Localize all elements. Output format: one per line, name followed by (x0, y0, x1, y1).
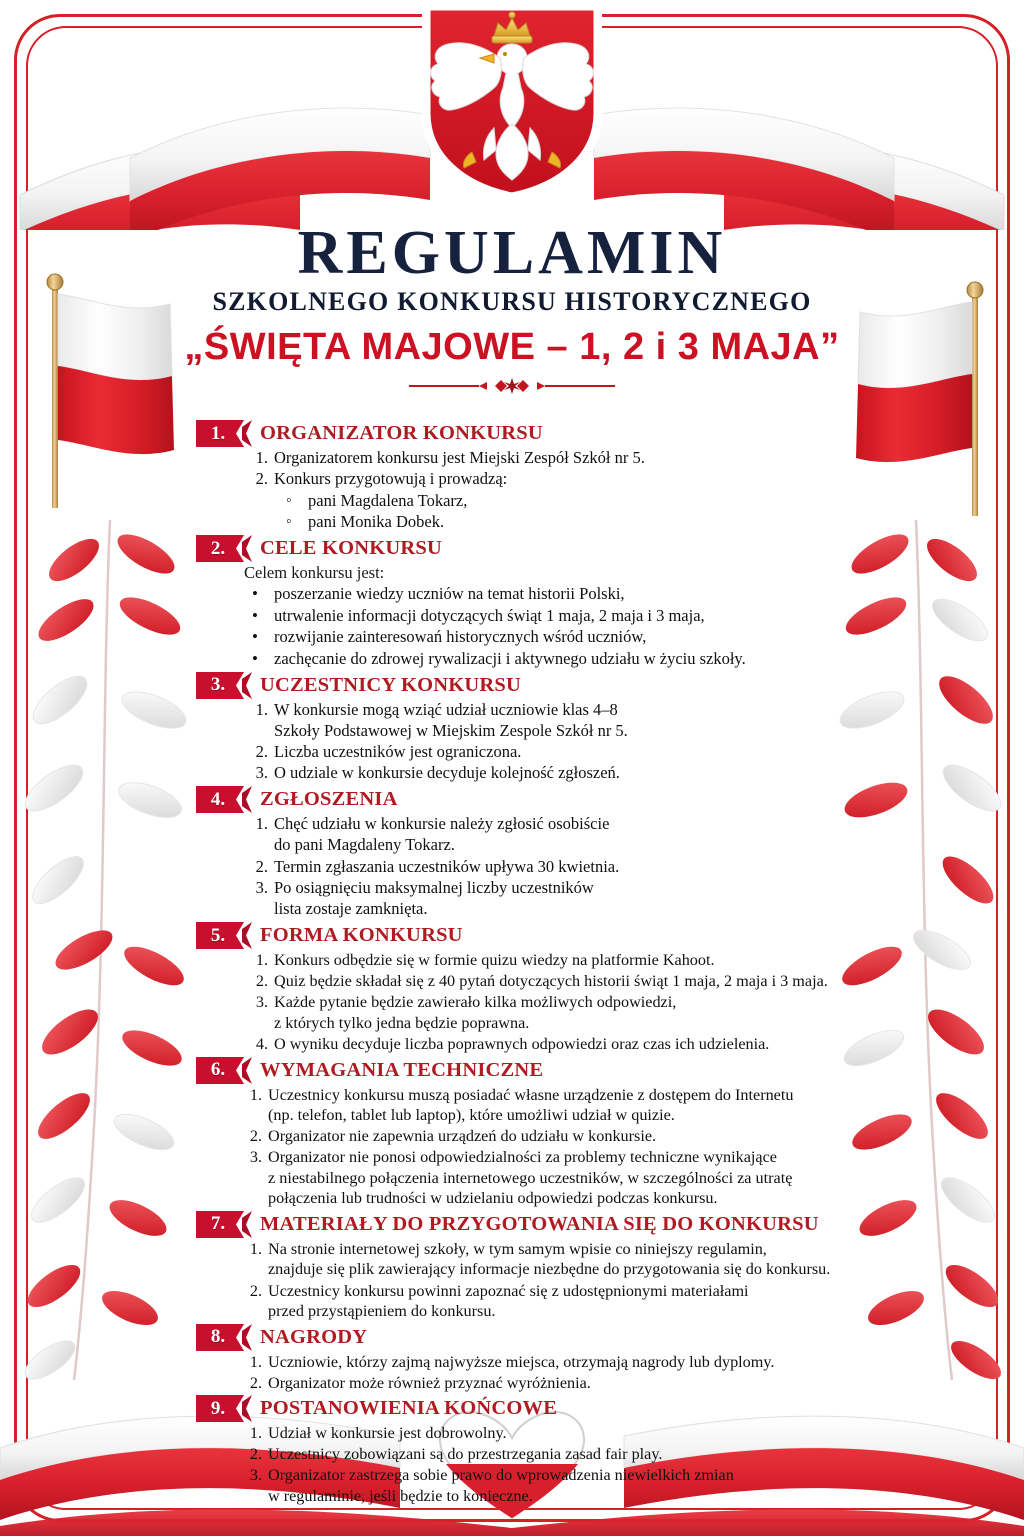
section-6 (196, 1057, 868, 1209)
section-1-number: 1. (210, 422, 226, 444)
section-2-list (248, 584, 868, 669)
section-8-list (242, 1352, 868, 1394)
page-title: REGULAMIN (297, 219, 727, 287)
section-7-title: MATERIAŁY DO PRZYGOTOWANIA SIĘ DO KONKURSU (260, 1212, 819, 1235)
list-item: • rozwijanie zainteresowań historycznych wśród uczniów, (248, 627, 868, 648)
section-9-number: 9. (210, 1397, 226, 1419)
section-6-number: 6. (210, 1059, 226, 1081)
page-theme-title: „ŚWIĘTA MAJOWE – 1, 2 i 3 MAJA” (184, 326, 840, 369)
list-item: 2. Liczba uczestników jest ograniczona. (255, 742, 522, 762)
section-3-header (196, 672, 868, 699)
section-1-sublist (282, 491, 868, 533)
section-7-list (242, 1239, 868, 1322)
list-item: 1. Organizatorem konkursu jest Miejski Zespół Szkół nr 5. (255, 448, 645, 467)
section-5-title: FORMA KONKURSU (260, 924, 463, 947)
section-3-number: 3. (210, 674, 226, 696)
section-2-header (196, 535, 868, 562)
list-item: 2. Termin zgłaszania uczestników upływa 30 kwietnia. (255, 856, 620, 876)
section-2-number: 2. (210, 537, 226, 559)
list-item: 1. Uczniowie, którzy zajmą najwyższe miejsca, otrzymają nagrody lub dyplomy. (249, 1352, 775, 1371)
section-3-list (248, 700, 868, 785)
section-5-header (196, 922, 868, 949)
list-item: ◦ pani Monika Dobek. (282, 512, 868, 533)
section-9-list (242, 1423, 868, 1506)
section-7-header (196, 1211, 868, 1238)
poster-header (0, 219, 1024, 402)
section-7-number: 7. (210, 1213, 226, 1235)
list-item: 4. O wyniku decyduje liczba poprawnych odpowiedzi oraz czas ich udzielenia. (255, 1034, 770, 1053)
laurel-branch-left (14, 520, 214, 1380)
list-item: 3. Organizator nie ponosi odpowiedzialności za problemy techniczne wynikające z niestabilnego połączenia internetowego uczestników, w szczególności za utratę połączenia lub trudności w udzielaniu odpowiedzi podczas konkursu. (249, 1148, 793, 1208)
section-7-badge (196, 1211, 252, 1238)
list-item: 2. Uczestnicy konkursu powinni zapoznać się z udostępnionymi materiałami przed przystąpieniem do konkursu. (249, 1281, 749, 1321)
list-item: 3. Organizator zastrzega sobie prawo do wprowadzenia niewielkich zmian w regulaminie, jeśli będzie to konieczne. (249, 1466, 734, 1505)
list-item: • poszerzanie wiedzy uczniów na temat historii Polski, (248, 584, 868, 605)
list-item: 1. Konkurs odbędzie się w formie quizu wiedzy na platformie Kahoot. (255, 951, 715, 970)
section-2-lead: Celem konkursu jest: (244, 563, 385, 583)
section-1-badge (196, 420, 252, 447)
section-5-list (248, 950, 868, 1054)
list-item: 2. Quiz będzie składał się z 40 pytań dotyczących historii świąt 1 maja, 2 maja i 3 maja. (255, 972, 828, 991)
list-item: 3. Każde pytanie będzie zawierało kilka możliwych odpowiedzi, z których tylko jedna będzie poprawna. (255, 993, 677, 1032)
section-9-header (196, 1395, 868, 1422)
section-1-header (196, 420, 868, 447)
section-1 (196, 420, 868, 533)
section-3-title: UCZESTNICY KONKURSU (260, 673, 522, 696)
polish-coat-of-arms-emblem (408, 0, 616, 208)
section-2 (196, 535, 868, 669)
section-4-badge (196, 786, 252, 813)
list-item: 3. Po osiągnięciu maksymalnej liczby uczestników lista zostaje zamknięta. (255, 878, 594, 919)
section-3-badge (196, 672, 252, 699)
section-4-list (248, 814, 868, 920)
section-6-header (196, 1057, 868, 1084)
section-8-number: 8. (210, 1326, 226, 1348)
section-6-badge (196, 1057, 252, 1084)
section-5-badge (196, 922, 252, 949)
section-9-title: POSTANOWIENIA KOŃCOWE (260, 1397, 558, 1420)
list-item: • zachęcanie do zdrowej rywalizacji i aktywnego udziału w życiu szkoły. (248, 649, 868, 670)
section-4-title: ZGŁOSZENIA (260, 788, 398, 811)
list-item: 1. W konkursie mogą wziąć udział uczniowie klas 4–8 Szkoły Podstawowej w Miejskim Zespole Szkół nr 5. (255, 699, 628, 740)
section-7 (196, 1211, 868, 1322)
section-9 (196, 1395, 868, 1506)
list-item: 3. O udziale w konkursie decyduje kolejność zgłoszeń. (255, 763, 620, 783)
section-4 (196, 786, 868, 920)
section-6-title: WYMAGANIA TECHNICZNE (260, 1058, 544, 1081)
section-1-list (248, 448, 868, 490)
list-item: • utrwalenie informacji dotyczących świąt 1 maja, 2 maja i 3 maja, (248, 606, 868, 627)
section-4-number: 4. (210, 788, 226, 810)
section-5-number: 5. (210, 924, 226, 946)
section-2-title: CELE KONKURSU (260, 537, 443, 560)
ornament-divider-icon (407, 375, 617, 397)
section-1-title: ORGANIZATOR KONKURSU (260, 422, 543, 444)
list-item: 1. Chęć udziału w konkursie należy zgłosić osobiście do pani Magdaleny Tokarz. (255, 814, 610, 855)
list-item: 2. Organizator nie zapewnia urządzeń do udziału w konkursie. (249, 1127, 657, 1146)
list-item: 1. Na stronie internetowej szkoły, w tym samym wpisie co niniejszy regulamin, znajduje się plik zawierający informacje niezbędne do przygotowania się do konkursu. (249, 1239, 831, 1279)
section-8-title: NAGRODY (260, 1325, 368, 1348)
list-item: 2. Organizator może również przyznać wyróżnienia. (249, 1373, 591, 1392)
regulations-content (196, 420, 868, 1509)
section-2-badge (196, 535, 252, 562)
section-9-badge (196, 1395, 252, 1422)
section-8-header (196, 1324, 868, 1351)
section-5 (196, 922, 868, 1054)
section-8-badge (196, 1324, 252, 1351)
list-item: 1. Udział w konkursie jest dobrowolny. (249, 1424, 507, 1443)
list-item: 2. Uczestnicy zobowiązani są do przestrzegania zasad fair play. (249, 1445, 663, 1464)
list-item: ◦ pani Magdalena Tokarz, (282, 491, 868, 512)
list-item: 1. Uczestnicy konkursu muszą posiadać własne urządzenie z dostępem do Internetu (np. telefon, tablet lub laptop), które umożliwi udział w quizie. (249, 1085, 794, 1125)
list-item: 2. Konkurs przygotowują i prowadzą: (255, 469, 508, 489)
section-6-list (242, 1085, 868, 1209)
page-subtitle: SZKOLNEGO KONKURSU HISTORYCZNEGO (212, 287, 812, 317)
section-8 (196, 1324, 868, 1394)
section-3 (196, 672, 868, 785)
section-4-header (196, 786, 868, 813)
